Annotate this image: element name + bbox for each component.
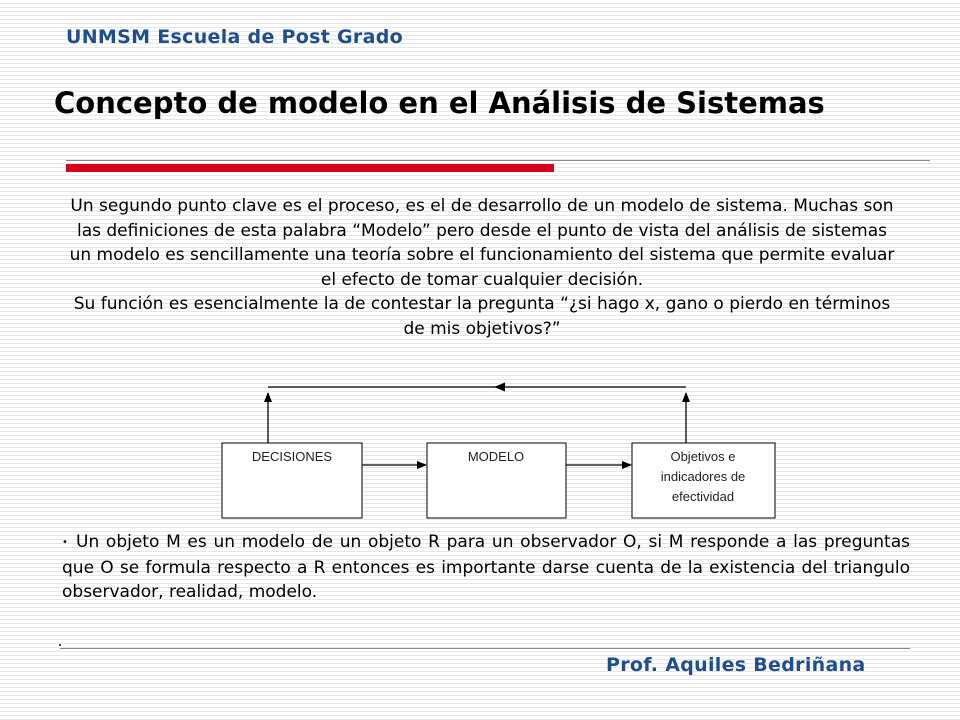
decisiones-box (222, 443, 362, 518)
intro-paragraph-1: Un segundo punto clave es el proceso, es el de desarrollo de un modelo de sistema. Muchas son las definiciones de esta palabra “Modelo” pero desde el punto de vista del análisis de sistemas un modelo es sencillamente una teoría sobre el funcionamiento del sistema que permite evaluar el efecto de tomar cualquier decisión. (69, 196, 895, 290)
bullet-marker: • (62, 537, 68, 548)
modelo-box (427, 443, 566, 518)
intro-paragraph-2: Su función es esencialmente la de contestar la pregunta “¿si hago x, gano o pierdo en términos de mis objetivos?” (73, 294, 891, 339)
institution-header: UNMSM Escuela de Post Grado (66, 26, 403, 48)
slide-title: Concepto de modelo en el Análisis de Sistemas (54, 86, 825, 120)
objetivos-label-line-1: Objetivos e (670, 449, 736, 464)
modelo-label: MODELO (467, 449, 525, 464)
decisiones-label: DECISIONES (251, 449, 333, 464)
footer-dot (59, 644, 61, 646)
footer-divider (60, 648, 910, 649)
bullet-item (62, 530, 910, 605)
author-footer: Prof. Aquiles Bedriñana (606, 654, 866, 676)
objetivos-box (632, 443, 775, 518)
objetivos-label-line-3: efectividad (671, 489, 735, 504)
feedback-top-arrowhead (494, 383, 505, 392)
objetivos-label-line-2: indicadores de (660, 469, 746, 484)
bullet-text: Un objeto M es un modelo de un objeto R para un observador O, si M responde a las preguntas que O se formula respecto a R entonces es importante darse cuenta de la existencia del triangulo observador, realidad, modelo. (62, 532, 910, 602)
